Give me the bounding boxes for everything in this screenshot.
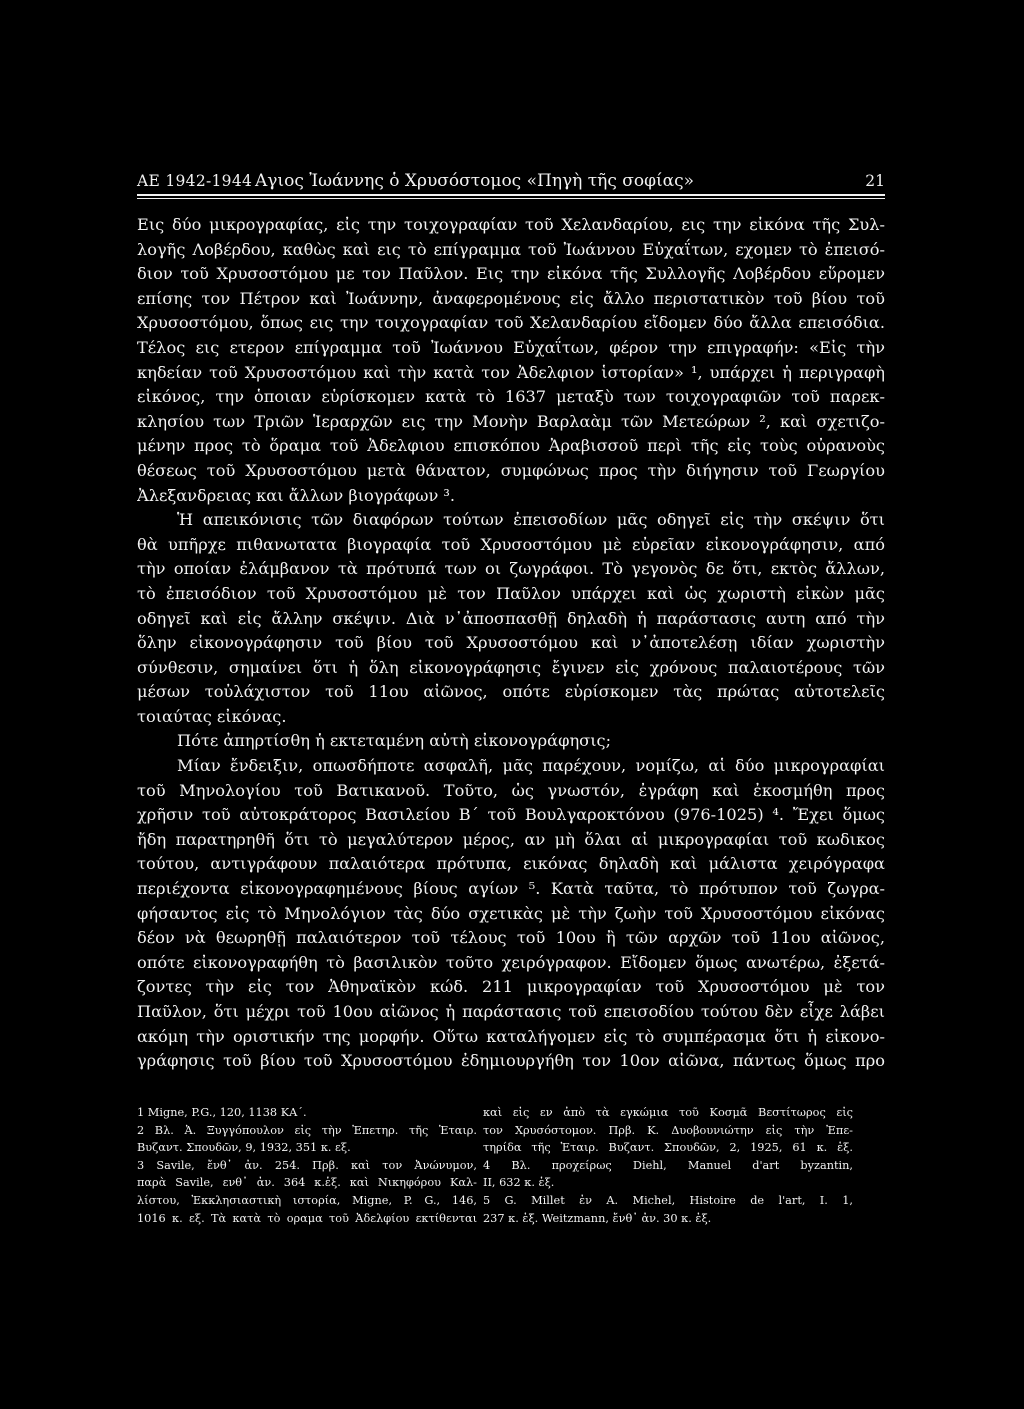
footnote-line: τον Χρυσόστομον. Πρβ. Κ. Δυοβουνιώτην εἰς τὴν Ἐπε- (483, 1123, 853, 1137)
text-line: δέον νὰ θεωρηθῇ παλαιότερον τοῦ τέλους τοῦ 10ου ἢ τῶν αρχῶν τοῦ 11ου αἰῶνος, (137, 928, 885, 948)
text-line: τὸ ἐπεισόδιον τοῦ Χρυσοστόμου μὲ τον Παῦλον υπάρχει καὶ ὡς χωριστὴ εἰκὼν μᾶς (137, 583, 885, 603)
text-line: κηδείαν τοῦ Χρυσοστόμου καὶ τὴν κατὰ τον Ἀδελφιον ἱστορίαν» ¹, υπάρχει ἡ περιγραφὴ (137, 362, 885, 382)
footnote-line: 1 Migne, P.G., 120, 1138 ΚΑ΄. (137, 1106, 307, 1119)
header-rule-thin (137, 198, 885, 199)
text-line: λογῆς Λοβέρδου, καθὼς καὶ εις τὸ επίγραμμα τοῦ Ἰωάννου Εὐχαΐτων, εχομεν τὸ ἐπεισό- (137, 239, 885, 259)
text-line: κλησίου των Τριῶν Ἱεραρχῶν εις την Μονὴν Βαρλαὰμ τῶν Μετεώρων ², καὶ σχετιζο- (137, 411, 885, 431)
page-number: 21 (865, 172, 885, 190)
text-line: περιέχοντα εἰκονογραφημένους βίους αγίων ⁵. Κατὰ ταῦτα, τὸ πρότυπον τοῦ ζωγρα- (137, 879, 885, 899)
footnote-line: II, 632 κ. ἑξ. (483, 1176, 555, 1190)
text-line: σύνθεσιν, σημαίνει ὅτι ἡ ὅλη εἰκονογράφησις ἔγινεν εἰς χρόνους παλαιοτέρους τῶν (137, 657, 885, 677)
footnote-line: παρὰ Savile, ενθ᾿ ἀν. 364 κ.ἑξ. καὶ Νικηφόρου Καλ- (137, 1176, 477, 1190)
text-line: οδηγεῖ καὶ εἰς ἄλλην σκέψιν. Διὰ ν᾿ἀποσπασθῇ δηλαδὴ ἡ παράστασις αυτη από τὴν (137, 608, 885, 628)
body-text (137, 213, 885, 1074)
header-rule (137, 194, 885, 196)
text-line: χρῆσιν τοῦ αὐτοκράτορος Βασιλείου Β΄ τοῦ Βουλγαροκτόνου (976-1025) ⁴. Ἔχει ὅμως (137, 805, 885, 825)
text-line: οπότε εἰκονογραφήθη τὸ βασιλικὸν τοῦτο χειρόγραφον. Εἴδομεν ὅμως ανωτέρω, ἐξετά- (137, 952, 885, 972)
text-line: τοιαύτας εἰκόνας. (137, 706, 287, 726)
text-line: Τέλος εις ετερον επίγραμμα τοῦ Ἰωάννου Εὐχαΐτων, φέρον την επιγραφήν: «Εἰς τὴν (137, 337, 885, 357)
text-line: ζοντες τὴν εἰς τον Ἀθηναϊκὸν κώδ. 211 μικρογραφίαν τοῦ Χρυσοστόμου μὲ τον (137, 977, 885, 997)
text-line: μένην προς τὸ ὅραμα τοῦ Ἀδελφιου επισκόπου Ἀραβισσοῦ περὶ τῆς εἰς τοὺς οὐρανοὺς (137, 436, 885, 456)
text-line: Ἡ απεικόνισις τῶν διαφόρων τούτων ἐπεισοδίων μᾶς οδηγεῖ εἰς τὴν σκέψιν ὅτι (177, 510, 885, 530)
text-line: τοῦ Μηνολογίου τοῦ Βατικανοῦ. Τοῦτο, ὡς γνωστόν, ἐγράφη καὶ ἐκοσμήθη προς (137, 780, 885, 800)
text-line: θὰ υπῆρχε πιθανωτατα βιογραφία τοῦ Χρυσοστόμου μὲ εὐρεῖαν εἰκονογράφησιν, από (137, 534, 885, 554)
text-line: εἰκόνος, την ὁποιαν εὑρίσκομεν κατὰ τὸ 1637 μεταξὺ των τοιχογραφιῶν τοῦ παρεκ- (137, 387, 885, 407)
footnote-line: λίστου, Ἐκκλησιαστικὴ ιστορία, Migne, P. G., 146, (137, 1193, 477, 1207)
footnote-line: Βυζαντ. Σπουδῶν, 9, 1932, 351 κ. εξ. (137, 1141, 351, 1155)
footnote-line: τηρίδα τῆς Ἑταιρ. Βυζαντ. Σπουδῶν, 2, 1925, 61 κ. ἑξ. (483, 1141, 853, 1155)
text-line: μέσων τοὐλάχιστον τοῦ 11ου αἰῶνος, οπότε εὑρίσκομεν τὰς πρώτας αὐτοτελεῖς (137, 682, 885, 702)
text-line: θέσεως τοῦ Χρυσοστόμου μετὰ θάνατον, συμφώνως προς τὴν διήγησιν τοῦ Γεωργίου (137, 460, 885, 480)
running-title: Αγιος Ἰωάννης ὁ Χρυσόστομος «Πηγὴ τῆς σοφίας» (255, 171, 695, 191)
text-line: τούτου, αντιγράφουν παλαιότερα πρότυπα, εικόνας δηλαδὴ καὶ μάλιστα χειρόγραφα (137, 854, 885, 874)
text-line: Πότε ἀπηρτίσθη ἡ εκτεταμένη αὐτὴ εἰκονογράφησις; (177, 731, 612, 751)
text-line: τὴν οποίαν ἐλάμβανον τὰ πρότυπά των οι ζωγράφοι. Τὸ γεγονὸς δε ὅτι, εκτὸς ἄλλων, (137, 559, 885, 579)
text-line: ἤδη παρατηρηθῆ ὅτι τὸ μεγαλύτερον μέρος, αν μὴ ὅλαι αἱ μικρογραφίαι τοῦ κωδικος (137, 829, 885, 849)
footnote-line: 1016 κ. εξ. Τὰ κατὰ τὸ οραμα τοῦ Ἀδελφίου εκτίθενται (137, 1211, 477, 1225)
footnote-line: 3 Savile, ἔνθ᾿ ἀν. 254. Πρβ. καὶ τον Ἀνώνυμον, (137, 1158, 477, 1172)
footnote-line: 5 G. Millet ἐν A. Michel, Histoire de l'art, I. 1, (483, 1193, 853, 1207)
text-line: γράφησις τοῦ βίου τοῦ Χρυσοστόμου ἐδημιουργήθη τον 10ον αἰῶνα, πάντως ὅμως προ (137, 1051, 885, 1071)
text-line: Παῦλον, ὅτι μέχρι τοῦ 10ου αἰῶνος ἡ παράστασις τοῦ επεισοδίου τούτου δὲν εἶχε λάβει (137, 1002, 885, 1021)
running-header (137, 168, 885, 194)
text-line: ὅλην εἰκονογράφησιν τοῦ βίου τοῦ Χρυσοστόμου καὶ ν᾿ἀποτελέσῃ ιδίαν χωριστὴν (137, 633, 885, 653)
text-line: Ἀλεξανδρειας και ἄλλων βιογράφων ³. (137, 485, 456, 505)
journal-label: ΑΕ 1942-1944 (137, 172, 253, 190)
footnote-line: 2 Βλ. Ἀ. Ξυγγόπουλον εἰς τὴν Ἐπετηρ. τῆς Ἑταιρ. (137, 1123, 477, 1137)
footnote-line: 4 Βλ. προχείρως Diehl, Manuel d'art byzantin, (483, 1158, 853, 1172)
text-line: φήσαντος εἰς τὸ Μηνολόγιον τὰς δύο σχετικὰς μὲ τὴν ζωὴν τοῦ Χρυσοστόμου εἰκόνας (137, 903, 885, 923)
footnote-line: 237 κ. ἑξ. Weitzmann, ἔνθ᾿ ἀν. 30 κ. ἑξ. (483, 1211, 712, 1225)
footnote-line: καὶ εἰς εν ἀπὸ τὰ εγκώμια τοῦ Κοσμᾶ Βεστίτωρος εἰς (483, 1106, 853, 1119)
text-line: Μίαν ἔνδειξιν, οπωσδήποτε ασφαλῆ, μᾶς παρέχουν, νομίζω, αἱ δύο μικρογραφίαι (177, 756, 885, 776)
footnotes-left (137, 1104, 477, 1227)
text-line: επίσης τον Πέτρον καὶ Ἰωάννην, ἀναφερομένους εἰς ἄλλο περιστατικὸν τοῦ βίου τοῦ (137, 288, 885, 308)
text-line: Εις δύο μικρογραφίας, εἰς την τοιχογραφίαν τοῦ Χελανδαρίου, εις την εἰκόνα τῆς Συλ- (137, 215, 885, 234)
footnotes-right (483, 1104, 853, 1227)
text-line: Χρυσοστόμου, ὅπως εις την τοιχογραφίαν τοῦ Χελανδαρίου εἴδομεν δύο ἄλλα επεισόδια. (137, 313, 885, 333)
text-line: διον τοῦ Χρυσοστόμου με τον Παῦλον. Εις την εἰκόνα τῆς Συλλογῆς Λοβέρδου εὕρομεν (137, 264, 885, 284)
text-line: ακόμη τὴν οριστικήν της μορφήν. Οὕτω καταλήγομεν εἰς τὸ συμπέρασμα ὅτι ἡ εἰκονο- (137, 1026, 885, 1046)
